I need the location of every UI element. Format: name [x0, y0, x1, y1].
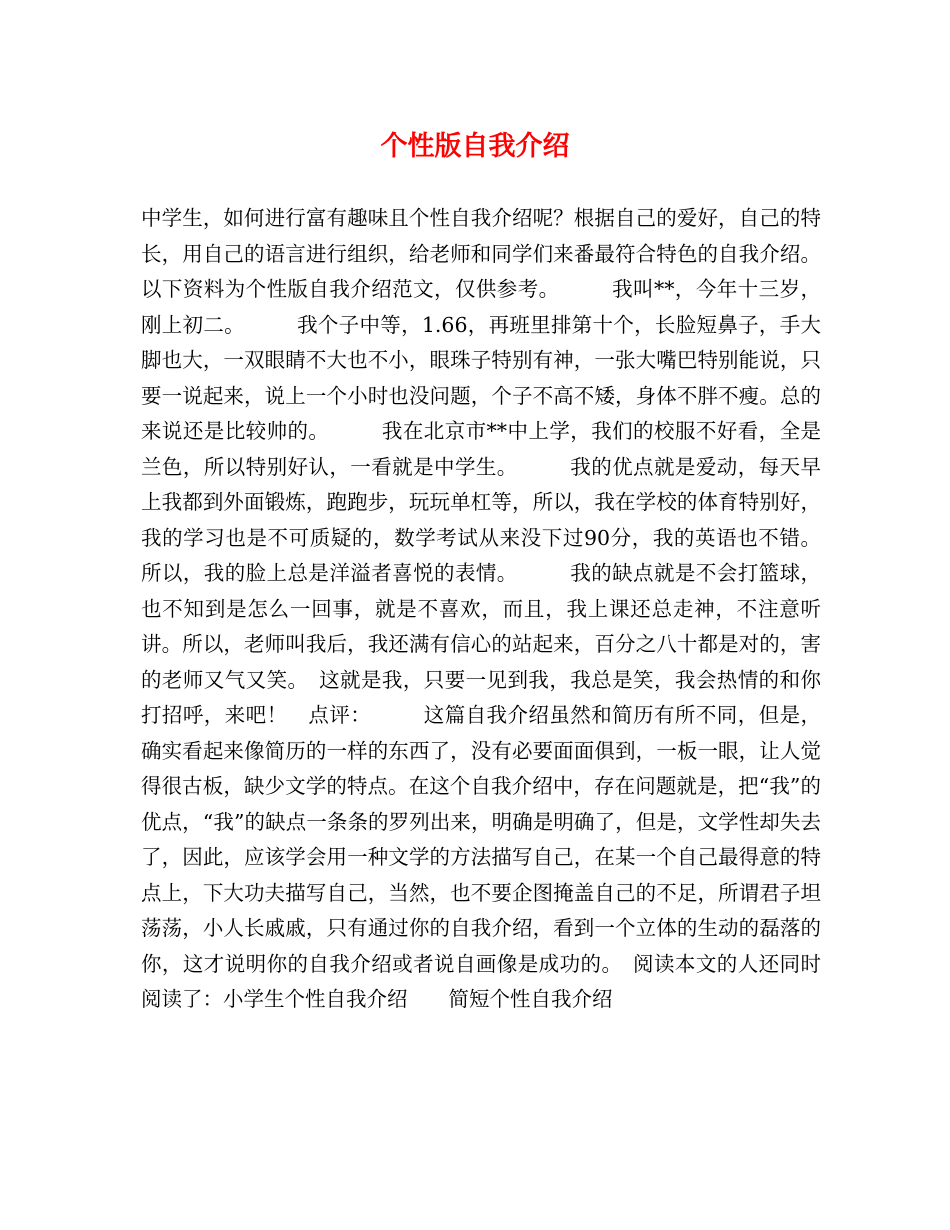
- document-title: 个性版自我介绍: [380, 131, 570, 162]
- document-body: 中学生，如何进行富有趣味且个性自我介绍呢？根据自己的爱好，自己的特长，用自己的语言进行组织，给老师和同学们来番最符合特色的自我介绍。以下资料为个性版自我介绍范文，仅供参考。 我叫**，今年十三岁，刚上初二。 我个子中等，1.66，再班里排第十个，长脸短鼻子，手大脚也大，一双眼睛不大也不小，眼珠子特别有神，一张大嘴巴特别能说，只要一说起来，说上一个小时也没问题，个子不高不矮，身体不胖不瘦。总的来说还是比较帅的。 我在北京市**中上学，我们的校服不好看，全是兰色，所以特别好认，一看就是中学生。 我的优点就是爱动，每天早上我都到外面锻炼，跑跑步，玩玩单杠等，所以，我在学校的体育特别好，我的学习也是不可质疑的，数学考试从来没下过90分，我的英语也不错。所以，我的脸上总是洋溢者喜悦的表情。 我的缺点就是不会打篮球，也不知到是怎么一回事，就是不喜欢，而且，我上课还总走神，不注意听讲。所以，老师叫我后，我还满有信心的站起来，百分之八十都是对的，害的老师又气又笑。 这就是我，只要一见到我，我总是笑，我会热情的和你打招呼，来吧！ 点评： 这篇自我介绍虽然和简历有所不同，但是，确实看起来像简历的一样的东西了，没有必要面面俱到，一板一眼，让人觉得很古板，缺少文学的特点。在这个自我介绍中，存在问题就是，把“我”的优点，“我”的缺点一条条的罗列出来，明确是明确了，但是，文学性却失去了，因此，应该学会用一种文学的方法描写自己，在某一个自己最得意的特点上，下大功夫描写自己，当然，也不要企图掩盖自己的不足，所谓君子坦荡荡，小人长戚戚，只有通过你的自我介绍，看到一个立体的生动的磊落的你，这才说明你的自我介绍或者说自画像是成功的。 阅读本文的人还同时阅读了：小学生个性自我介绍 简短个性自我介绍: [141, 206, 821, 1011]
